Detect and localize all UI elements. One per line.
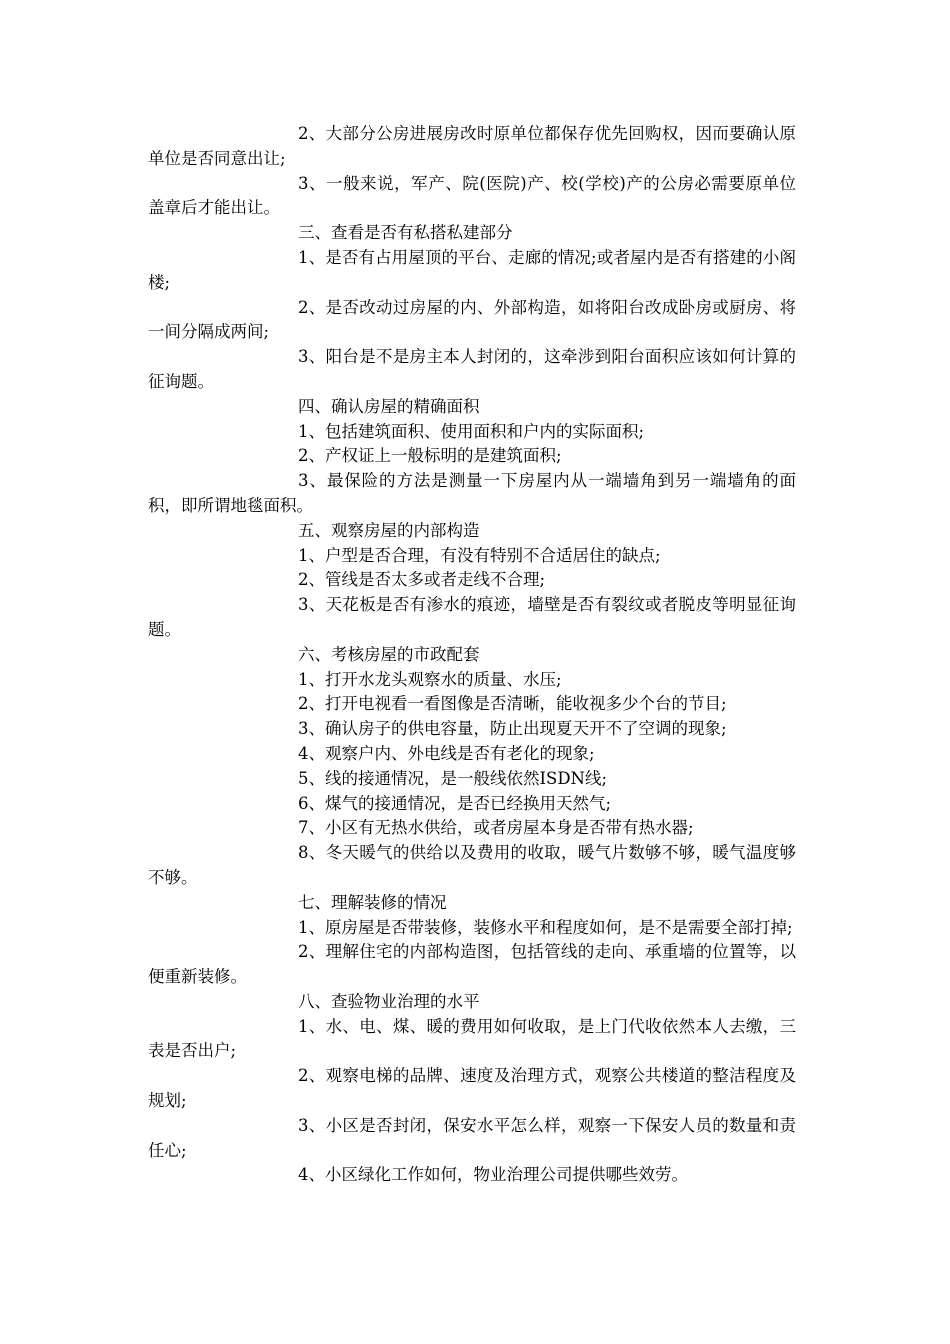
section-heading-7: 七、理解装修的情况	[298, 892, 447, 912]
document-body	[148, 122, 796, 1188]
paragraph-13: 2、管线是否太多或者走线不合理;	[298, 570, 546, 590]
paragraph-28: 1、水、电、煤、暖的费用如何收取，是上门代收依然本人去缴，三表是否出户;	[148, 1016, 796, 1061]
paragraph-17: 2、打开电视看一看图像是否清晰，能收视多少个台的节目;	[298, 694, 727, 714]
paragraph-19: 4、观察户内、外电线是否有老化的现象;	[298, 743, 595, 763]
section-heading-6: 六、考核房屋的市政配套	[298, 644, 480, 664]
paragraph-23: 8、冬天暖气的供给以及费用的收取，暖气片数够不够，暖气温度够不够。	[148, 843, 796, 887]
paragraph-25: 1、原房屋是否带装修，装修水平和程度如何，是不是需要全部打掉;	[298, 917, 793, 937]
paragraph-1: 2、大部分公房进展房改时原单位都保存优先回购权，因而要确认原单位是否同意出让;	[148, 124, 796, 168]
paragraph-9: 2、产权证上一般标明的是建筑面积;	[298, 446, 562, 466]
paragraph-2: 3、一般来说，军产、院(医院)产、校(学校)产的公房必需要原单位盖章后才能出让。	[148, 173, 796, 218]
paragraph-16: 1、打开水龙头观察水的质量、水压;	[298, 669, 562, 689]
paragraph-14: 3、天花板是否有渗水的痕迹，墙壁是否有裂纹或者脱皮等明显征询题。	[148, 595, 796, 639]
section-heading-3: 三、查看是否有私搭私建部分	[298, 223, 513, 243]
paragraph-30: 3、小区是否封闭，保安水平怎么样，观察一下保安人员的数量和责任心;	[148, 1115, 796, 1160]
paragraph-20: 5、线的接通情况，是一般线依然ISDN线;	[298, 768, 608, 788]
paragraph-18: 3、确认房子的供电容量，防止出现夏天开不了空调的现象;	[298, 719, 727, 739]
paragraph-12: 1、户型是否合理，有没有特别不合适居住的缺点;	[298, 545, 661, 565]
paragraph-10: 3、最保险的方法是测量一下房屋内从一端墙角到另一端墙角的面积，即所谓地毯面积。	[148, 471, 796, 515]
paragraph-29: 2、观察电梯的品牌、速度及治理方式，观察公共楼道的整洁程度及规划;	[148, 1066, 796, 1111]
paragraph-4: 1、是否有占用屋顶的平台、走廊的情况;或者屋内是否有搭建的小阁楼;	[148, 247, 796, 292]
paragraph-6: 3、阳台是不是房主本人封闭的，这牵涉到阳台面积应该如何计算的征询题。	[148, 347, 796, 391]
paragraph-8: 1、包括建筑面积、使用面积和户内的实际面积;	[298, 421, 645, 441]
section-heading-8: 八、查验物业治理的水平	[298, 991, 480, 1011]
paragraph-26: 2、理解住宅的内部构造图，包括管线的走向、承重墙的位置等，以便重新装修。	[148, 942, 796, 987]
paragraph-21: 6、煤气的接通情况，是否已经换用天然气;	[298, 793, 612, 813]
section-heading-4: 四、确认房屋的精确面积	[298, 396, 480, 416]
section-heading-5: 五、观察房屋的内部构造	[298, 520, 480, 540]
paragraph-5: 2、是否改动过房屋的内、外部构造，如将阳台改成卧房或厨房、将一间分隔成两间;	[148, 297, 796, 342]
paragraph-22: 7、小区有无热水供给，或者房屋本身是否带有热水器;	[298, 818, 694, 838]
paragraph-31: 4、小区绿化工作如何，物业治理公司提供哪些效劳。	[298, 1165, 688, 1185]
